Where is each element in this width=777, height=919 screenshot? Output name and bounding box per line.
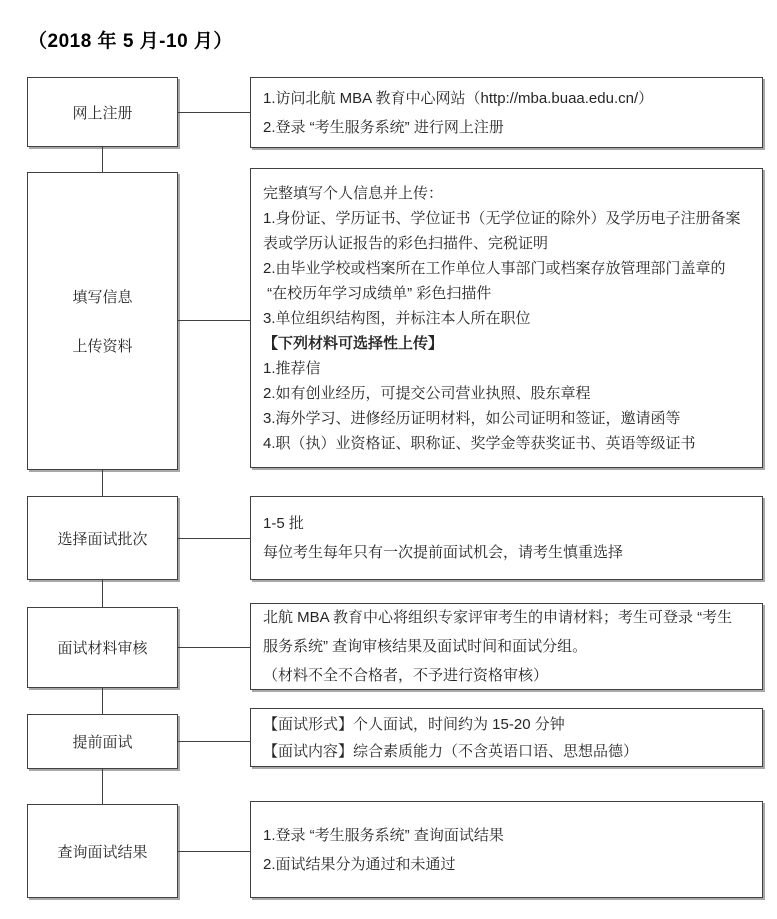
connector-horizontal-2 [178,320,250,321]
step-label: 查询面试结果 [57,843,148,861]
connector-vertical-5 [102,769,103,804]
step-label: 面试材料审核 [57,640,148,657]
detail-line: 3.海外学习、进修经历证明材料，如公司证明和签证，邀请函等 [263,409,681,427]
detail-line: 1.访问北航 MBA 教育中心网站（http://mba.buaa.edu.cn/） [263,89,654,107]
detail-line: 2.面试结果分为通过和未通过 [263,855,456,873]
step-box-query-interview-result [27,804,178,898]
step-label: 网上注册 [72,104,133,122]
step-label: 选择面试批次 [57,530,148,548]
detail-line: 3.单位组织结构图，并标注本人所在职位 [263,309,531,327]
step-box-material-review [27,607,178,688]
detail-line: 1.登录 “考生服务系统” 查询面试结果 [263,826,504,844]
step-box-choose-interview-batch [27,496,178,580]
step-label: 上传资料 [72,338,133,355]
connector-horizontal-3 [178,538,250,539]
connector-vertical-3 [102,580,103,607]
connector-horizontal-1 [178,112,250,113]
detail-box-choose-interview-batch [250,496,763,580]
step-box-online-register [27,77,178,147]
detail-box-fill-info-upload [250,168,763,468]
detail-line: 1.推荐信 [263,359,321,377]
step-box-early-interview [27,714,178,769]
connector-horizontal-4 [178,647,250,648]
connector-vertical-2 [102,470,103,496]
detail-line: 服务系统” 查询审核结果及面试时间和面试分组。 [263,638,588,655]
detail-line: 每位考生每年只有一次提前面试机会，请考生慎重选择 [263,544,624,561]
detail-line: 2.登录 “考生服务系统” 进行网上注册 [263,118,504,136]
detail-line: 完整填写个人信息并上传： [263,184,444,202]
detail-line: 表或学历认证报告的彩色扫描件、完税证明 [263,234,549,252]
connector-horizontal-5 [178,741,250,742]
detail-line: 1.身份证、学历证书、学位证书（无学位证的除外）及学历电子注册备案 [263,209,741,227]
detail-line: （材料不全不合格者，不予进行资格审核） [263,667,549,684]
page-title: （2018 年 5 月-10 月） [28,31,233,52]
detail-line: 1-5 批 [263,515,304,532]
detail-box-query-interview-result [250,801,763,898]
detail-box-online-register [250,77,763,148]
step-box-fill-info-upload [27,172,178,470]
detail-box-early-interview [250,708,763,767]
step-label: 填写信息 [72,289,133,306]
detail-line: 2.如有创业经历，可提交公司营业执照、股东章程 [263,384,591,402]
detail-line: “在校历年学习成绩单” 彩色扫描件 [263,284,492,302]
detail-line: 【面试形式】个人面试，时间约为 15-20 分钟 [263,715,565,733]
connector-horizontal-6 [178,851,250,852]
detail-line: 北航 MBA 教育中心将组织专家评审考生的申请材料；考生可登录 “考生 [263,609,733,626]
step-label: 提前面试 [72,734,133,751]
detail-line: 2.由毕业学校或档案所在工作单位人事部门或档案存放管理部门盖章的 [263,259,726,277]
connector-vertical-1 [102,147,103,172]
connector-vertical-4 [102,688,103,714]
detail-line: 【面试内容】综合素质能力（不含英语口语、思想品德） [263,742,639,760]
detail-line-optional-materials-header: 【下列材料可选择性上传】 [263,334,444,352]
detail-box-material-review [250,603,763,690]
detail-line: 4.职（执）业资格证、职称证、奖学金等获奖证书、英语等级证书 [263,434,696,452]
